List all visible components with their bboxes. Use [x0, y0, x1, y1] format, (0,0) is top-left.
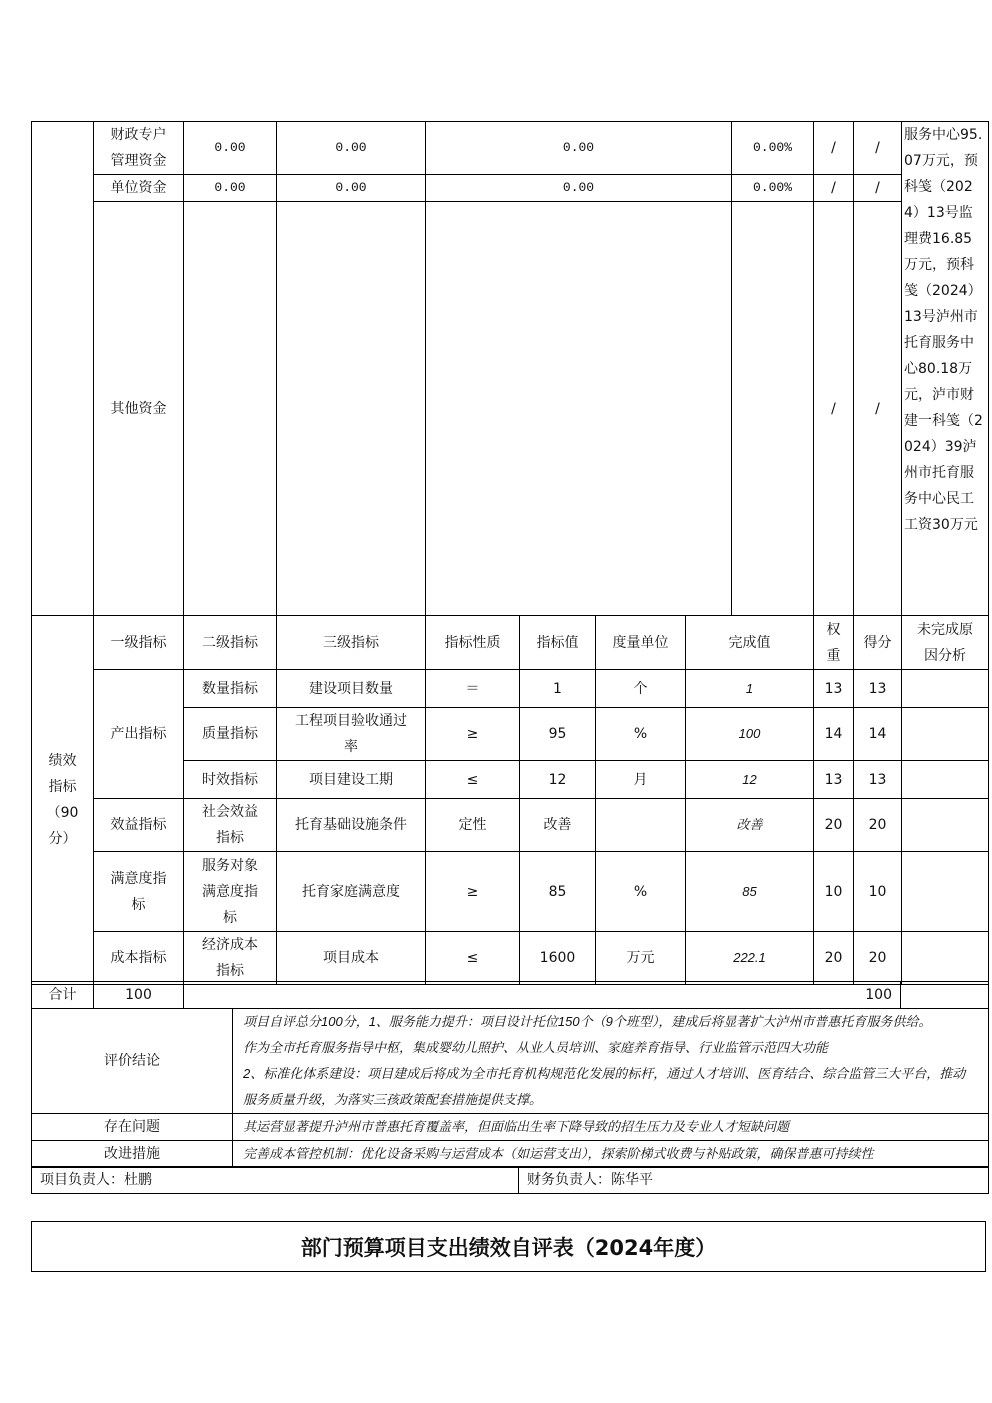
reason-cell	[902, 708, 989, 761]
level3-cell: 项目建设工期	[277, 761, 426, 799]
funds-note: 服务中心95.07万元，预科笺（2024）13号监理费16.85万元，预科笺（2024）13号泸州市托育服务中心80.18万元，泸市财建一科笺（2024）39泸州市托育服务中心民工工资30万元	[902, 122, 989, 616]
completed-cell: 1	[686, 670, 814, 708]
completed-cell: 100	[686, 708, 814, 761]
completed-cell: 222.1	[686, 932, 814, 985]
score-cell: 13	[854, 761, 902, 799]
header-level2: 二级指标	[184, 616, 277, 670]
header-unit: 度量单位	[596, 616, 686, 670]
group-benefit: 效益指标	[94, 799, 184, 852]
value-cell: 改善	[520, 799, 596, 852]
level2-cell: 时效指标	[184, 761, 277, 799]
header-reason: 未完成原 因分析	[902, 616, 989, 670]
fund-label-other: 其他资金	[94, 202, 184, 616]
reason-cell	[902, 799, 989, 852]
nature-cell: ≤	[426, 932, 520, 985]
level3-cell: 工程项目验收通过 率	[277, 708, 426, 761]
project-lead: 项目负责人：杜鹏	[32, 1167, 519, 1194]
value-cell: 1	[520, 670, 596, 708]
next-table-title: 部门预算项目支出绩效自评表（2024年度）	[300, 1235, 717, 1260]
unit-cell: %	[596, 708, 686, 761]
total-spacer: 100	[184, 982, 901, 1009]
fund-cell: 0.00	[426, 175, 732, 202]
issues-text: 其运营显著提升泸州市普惠托育覆盖率，但面临出生率下降导致的招生压力及专业人才短缺问题	[233, 1114, 989, 1141]
nature-cell: ≥	[426, 708, 520, 761]
total-value: 100	[94, 982, 184, 1009]
reason-cell	[902, 852, 989, 932]
weight-cell: 10	[814, 852, 854, 932]
reason-cell	[902, 670, 989, 708]
group-cost: 成本指标	[94, 932, 184, 985]
issues-label: 存在问题	[32, 1114, 233, 1141]
group-output: 产出指标	[94, 670, 184, 799]
fund-slash: /	[814, 202, 854, 616]
nature-cell: ≥	[426, 852, 520, 932]
value-cell: 85	[520, 852, 596, 932]
level2-cell: 社会效益 指标	[184, 799, 277, 852]
nature-cell: ≤	[426, 761, 520, 799]
nature-cell: 定性	[426, 799, 520, 852]
completed-cell: 改善	[686, 799, 814, 852]
reason-cell	[902, 932, 989, 985]
level3-cell: 托育基础设施条件	[277, 799, 426, 852]
evaluation-table	[31, 1008, 989, 1168]
performance-table	[31, 615, 989, 985]
header-score: 得分	[854, 616, 902, 670]
conclusion-label: 评价结论	[32, 1009, 233, 1114]
total-label: 合计	[32, 982, 94, 1009]
unit-cell	[596, 799, 686, 852]
fund-slash: /	[854, 175, 902, 202]
conclusion-text: 项目自评总分100分，1、服务能力提升：项目设计托位150个（9个班型），建成后将显著扩大泸州市普惠托育服务供给。 作为全市托育服务指导中枢，集成婴幼儿照护、从业人员培训、家庭养育指导、行业监管示范四大功能 2、标准化体系建设：项目建成后将成为全市托育机构规范化发展的标杆，通过人才培训、医育结合、综合监管三大平台，推动 服务质量升级，为落实三孩政策配套措施提供支撑。	[233, 1009, 989, 1114]
fund-rate: 0.00%	[732, 122, 814, 175]
unit-cell: 个	[596, 670, 686, 708]
score-cell: 20	[854, 932, 902, 985]
value-cell: 95	[520, 708, 596, 761]
header-level1: 一级指标	[94, 616, 184, 670]
improve-label: 改进措施	[32, 1141, 233, 1168]
level3-cell: 托育家庭满意度	[277, 852, 426, 932]
header-completed: 完成值	[686, 616, 814, 670]
completed-cell: 85	[686, 852, 814, 932]
total-blank	[901, 982, 989, 1009]
fund-rate	[732, 202, 814, 616]
fund-cell: 0.00	[277, 175, 426, 202]
header-weight: 权 重	[814, 616, 854, 670]
weight-cell: 13	[814, 761, 854, 799]
weight-cell: 13	[814, 670, 854, 708]
signature-table	[31, 1166, 989, 1194]
level2-cell: 经济成本 指标	[184, 932, 277, 985]
fund-label-unit: 单位资金	[94, 175, 184, 202]
level3-cell: 建设项目数量	[277, 670, 426, 708]
group-satisfaction: 满意度指 标	[94, 852, 184, 932]
level3-cell: 项目成本	[277, 932, 426, 985]
next-table-title-box	[31, 1221, 986, 1272]
performance-section-label: 绩效 指标 （90 分）	[32, 616, 94, 985]
unit-cell: 月	[596, 761, 686, 799]
fund-cell	[277, 202, 426, 616]
unit-cell: 万元	[596, 932, 686, 985]
header-level3: 三级指标	[277, 616, 426, 670]
fund-cell	[426, 202, 732, 616]
header-value: 指标值	[520, 616, 596, 670]
fund-slash: /	[814, 122, 854, 175]
score-cell: 13	[854, 670, 902, 708]
fund-cell: 0.00	[426, 122, 732, 175]
header-nature: 指标性质	[426, 616, 520, 670]
fund-slash: /	[814, 175, 854, 202]
fund-slash: /	[854, 122, 902, 175]
score-cell: 20	[854, 799, 902, 852]
funds-table	[31, 121, 989, 616]
weight-cell: 14	[814, 708, 854, 761]
fund-cell: 0.00	[184, 175, 277, 202]
fund-cell: 0.00	[277, 122, 426, 175]
weight-cell: 20	[814, 932, 854, 985]
total-table	[31, 981, 989, 1009]
value-cell: 1600	[520, 932, 596, 985]
reason-cell	[902, 761, 989, 799]
score-cell: 14	[854, 708, 902, 761]
fund-cell	[184, 202, 277, 616]
fund-rate: 0.00%	[732, 175, 814, 202]
unit-cell: %	[596, 852, 686, 932]
level2-cell: 质量指标	[184, 708, 277, 761]
weight-cell: 20	[814, 799, 854, 852]
funds-section-cell	[32, 122, 94, 616]
completed-cell: 12	[686, 761, 814, 799]
fund-slash: /	[854, 202, 902, 616]
finance-lead: 财务负责人：陈华平	[519, 1167, 989, 1194]
value-cell: 12	[520, 761, 596, 799]
level2-cell: 服务对象 满意度指 标	[184, 852, 277, 932]
level2-cell: 数量指标	[184, 670, 277, 708]
nature-cell: ＝	[426, 670, 520, 708]
fund-label-special: 财政专户 管理资金	[94, 122, 184, 175]
score-cell: 10	[854, 852, 902, 932]
fund-cell: 0.00	[184, 122, 277, 175]
improve-text: 完善成本管控机制：优化设备采购与运营成本（如运营支出），探索阶梯式收费与补贴政策，确保普惠可持续性	[233, 1141, 989, 1168]
